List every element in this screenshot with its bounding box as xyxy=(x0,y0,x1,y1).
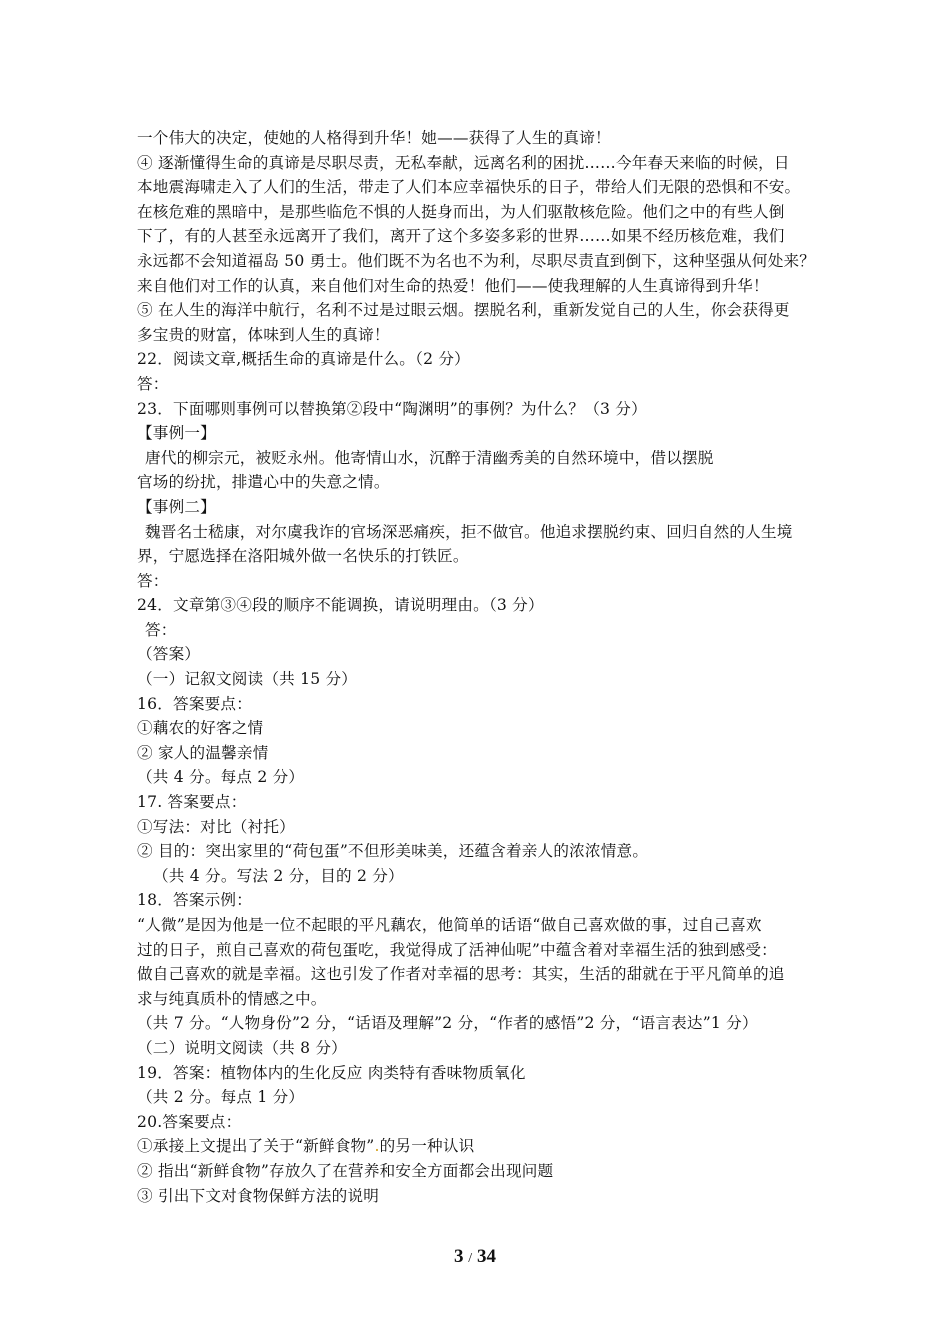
section-heading: （二）说明文阅读（共 8 分） xyxy=(137,1038,347,1057)
text-line: 17. 答案要点： xyxy=(137,793,247,812)
text-line: 做自己喜欢的就是幸福。这也引发了作者对幸福的思考：其实，生活的甜就在于平凡简单的追 xyxy=(137,965,785,984)
example-heading: 【事例一】 xyxy=(137,424,216,443)
text-line: （共 4 分。写法 2 分，目的 2 分） xyxy=(153,866,404,885)
question-23: 23．下面哪则事例可以替换第②段中“陶渊明”的事例？为什么？（3 分） xyxy=(137,399,647,418)
current-page: 3 xyxy=(454,1246,464,1267)
text-line: ② 目的：突出家里的“荷包蛋”不但形美味美，还蕴含着亲人的浓浓情意。 xyxy=(137,842,649,861)
text-line: ③ 引出下文对食物保鲜方法的说明 xyxy=(137,1186,380,1205)
text-line: 在核危难的黑暗中，是那些临危不惧的人挺身而出，为人们驱散核危险。他们之中的有些人倒 xyxy=(137,202,785,221)
text-line: 永远都不会知道福岛 50 勇士。他们既不为名也不为利，尽职尽责直到倒下，这种坚强从何处来？ xyxy=(137,251,816,270)
text-line: ② 指出“新鲜食物”存放久了在营养和安全方面都会出现问题 xyxy=(137,1161,554,1180)
answer-label: 答： xyxy=(145,620,177,639)
answer-label: 答： xyxy=(137,374,169,393)
answer-label: 答： xyxy=(137,571,169,590)
section-heading: （一）记叙文阅读（共 15 分） xyxy=(137,670,358,689)
text-line: ② 家人的温馨亲情 xyxy=(137,743,269,762)
text-line: ①写法：对比（衬托） xyxy=(137,817,295,836)
text-line: 16．答案要点： xyxy=(137,694,253,713)
text-line: 求与纯真质朴的情感之中。 xyxy=(137,989,327,1008)
text-line: （共 7 分。“人物身份”2 分，“话语及理解”2 分，“作者的感悟”2 分，“语言表达”1 分） xyxy=(137,1014,758,1033)
text-line: 过的日子，煎自己喜欢的荷包蛋吃，我觉得成了活神仙呢”中蕴含着对幸福生活的独到感受： xyxy=(137,940,777,959)
page-separator: / xyxy=(468,1251,473,1266)
text-line: 20.答案要点： xyxy=(137,1112,242,1131)
text-line: 下了，有的人甚至永远离开了我们，离开了这个多姿多彩的世界……如果不经历核危难，我们 xyxy=(137,227,785,246)
text-fragment: 的另一种认识 xyxy=(379,1137,475,1156)
text-line: 界，宁愿选择在洛阳城外做一名快乐的打铁匠。 xyxy=(137,547,469,566)
text-line: 官场的纷扰，排遣心中的失意之情。 xyxy=(137,473,390,492)
text-line: 唐代的柳宗元，被贬永州。他寄情山水，沉醉于清幽秀美的自然环境中，借以摆脱 xyxy=(145,448,714,467)
text-line: （共 4 分。每点 2 分） xyxy=(137,768,305,787)
text-line: “人微”是因为他是一位不起眼的平凡藕农，他简单的话语“做自己喜欢做的事，过自己喜欢 xyxy=(137,916,762,934)
text-line: 来自他们对工作的认真，来自他们对生命的热爱！他们——使我理解的人生真谛得到升华！ xyxy=(137,276,769,295)
example-heading: 【事例二】 xyxy=(137,497,216,516)
text-line: 19．答案：植物体内的生化反应 肉类特有香味物质氧化 xyxy=(137,1063,526,1082)
text-line: ⑤ 在人生的海洋中航行，名利不过是过眼云烟。摆脱名利，重新发觉自己的人生，你会获得更 xyxy=(137,301,790,320)
question-22: 22．阅读文章,概括生命的真谛是什么。（2 分） xyxy=(137,350,470,369)
text-line: ④ 逐渐懂得生命的真谛是尽职尽责，无私奉献，远离名利的困扰……今年春天来临的时候，日 xyxy=(137,153,790,172)
text-line: 多宝贵的财富，体味到人生的真谛！ xyxy=(137,325,390,344)
text-line: （共 2 分。每点 1 分） xyxy=(137,1088,305,1107)
text-line: 18．答案示例： xyxy=(137,891,253,910)
question-24: 24．文章第③④段的顺序不能调换，请说明理由。（3 分） xyxy=(137,596,544,615)
text-line: ①藕农的好客之情 xyxy=(137,719,264,738)
highlight-dot: . xyxy=(374,1137,380,1156)
text-line: 本地震海啸走入了人们的生活，带走了人们本应幸福快乐的日子，带给人们无限的恐惧和不安。 xyxy=(137,178,801,197)
document-body xyxy=(137,126,827,1208)
page-number xyxy=(0,1246,950,1268)
total-pages: 34 xyxy=(476,1246,496,1267)
text-line xyxy=(137,1134,827,1159)
text-line: 一个伟大的决定，使她的人格得到升华！她——获得了人生的真谛！ xyxy=(137,129,611,147)
text-line: 魏晋名士嵇康，对尔虞我诈的官场深恶痛疾，拒不做官。他追求摆脱约束、回归自然的人生境 xyxy=(145,522,793,541)
answer-section-heading: （答案） xyxy=(137,645,201,664)
text-fragment: ①承接上文提出了关于“新鲜食物” xyxy=(137,1137,375,1156)
